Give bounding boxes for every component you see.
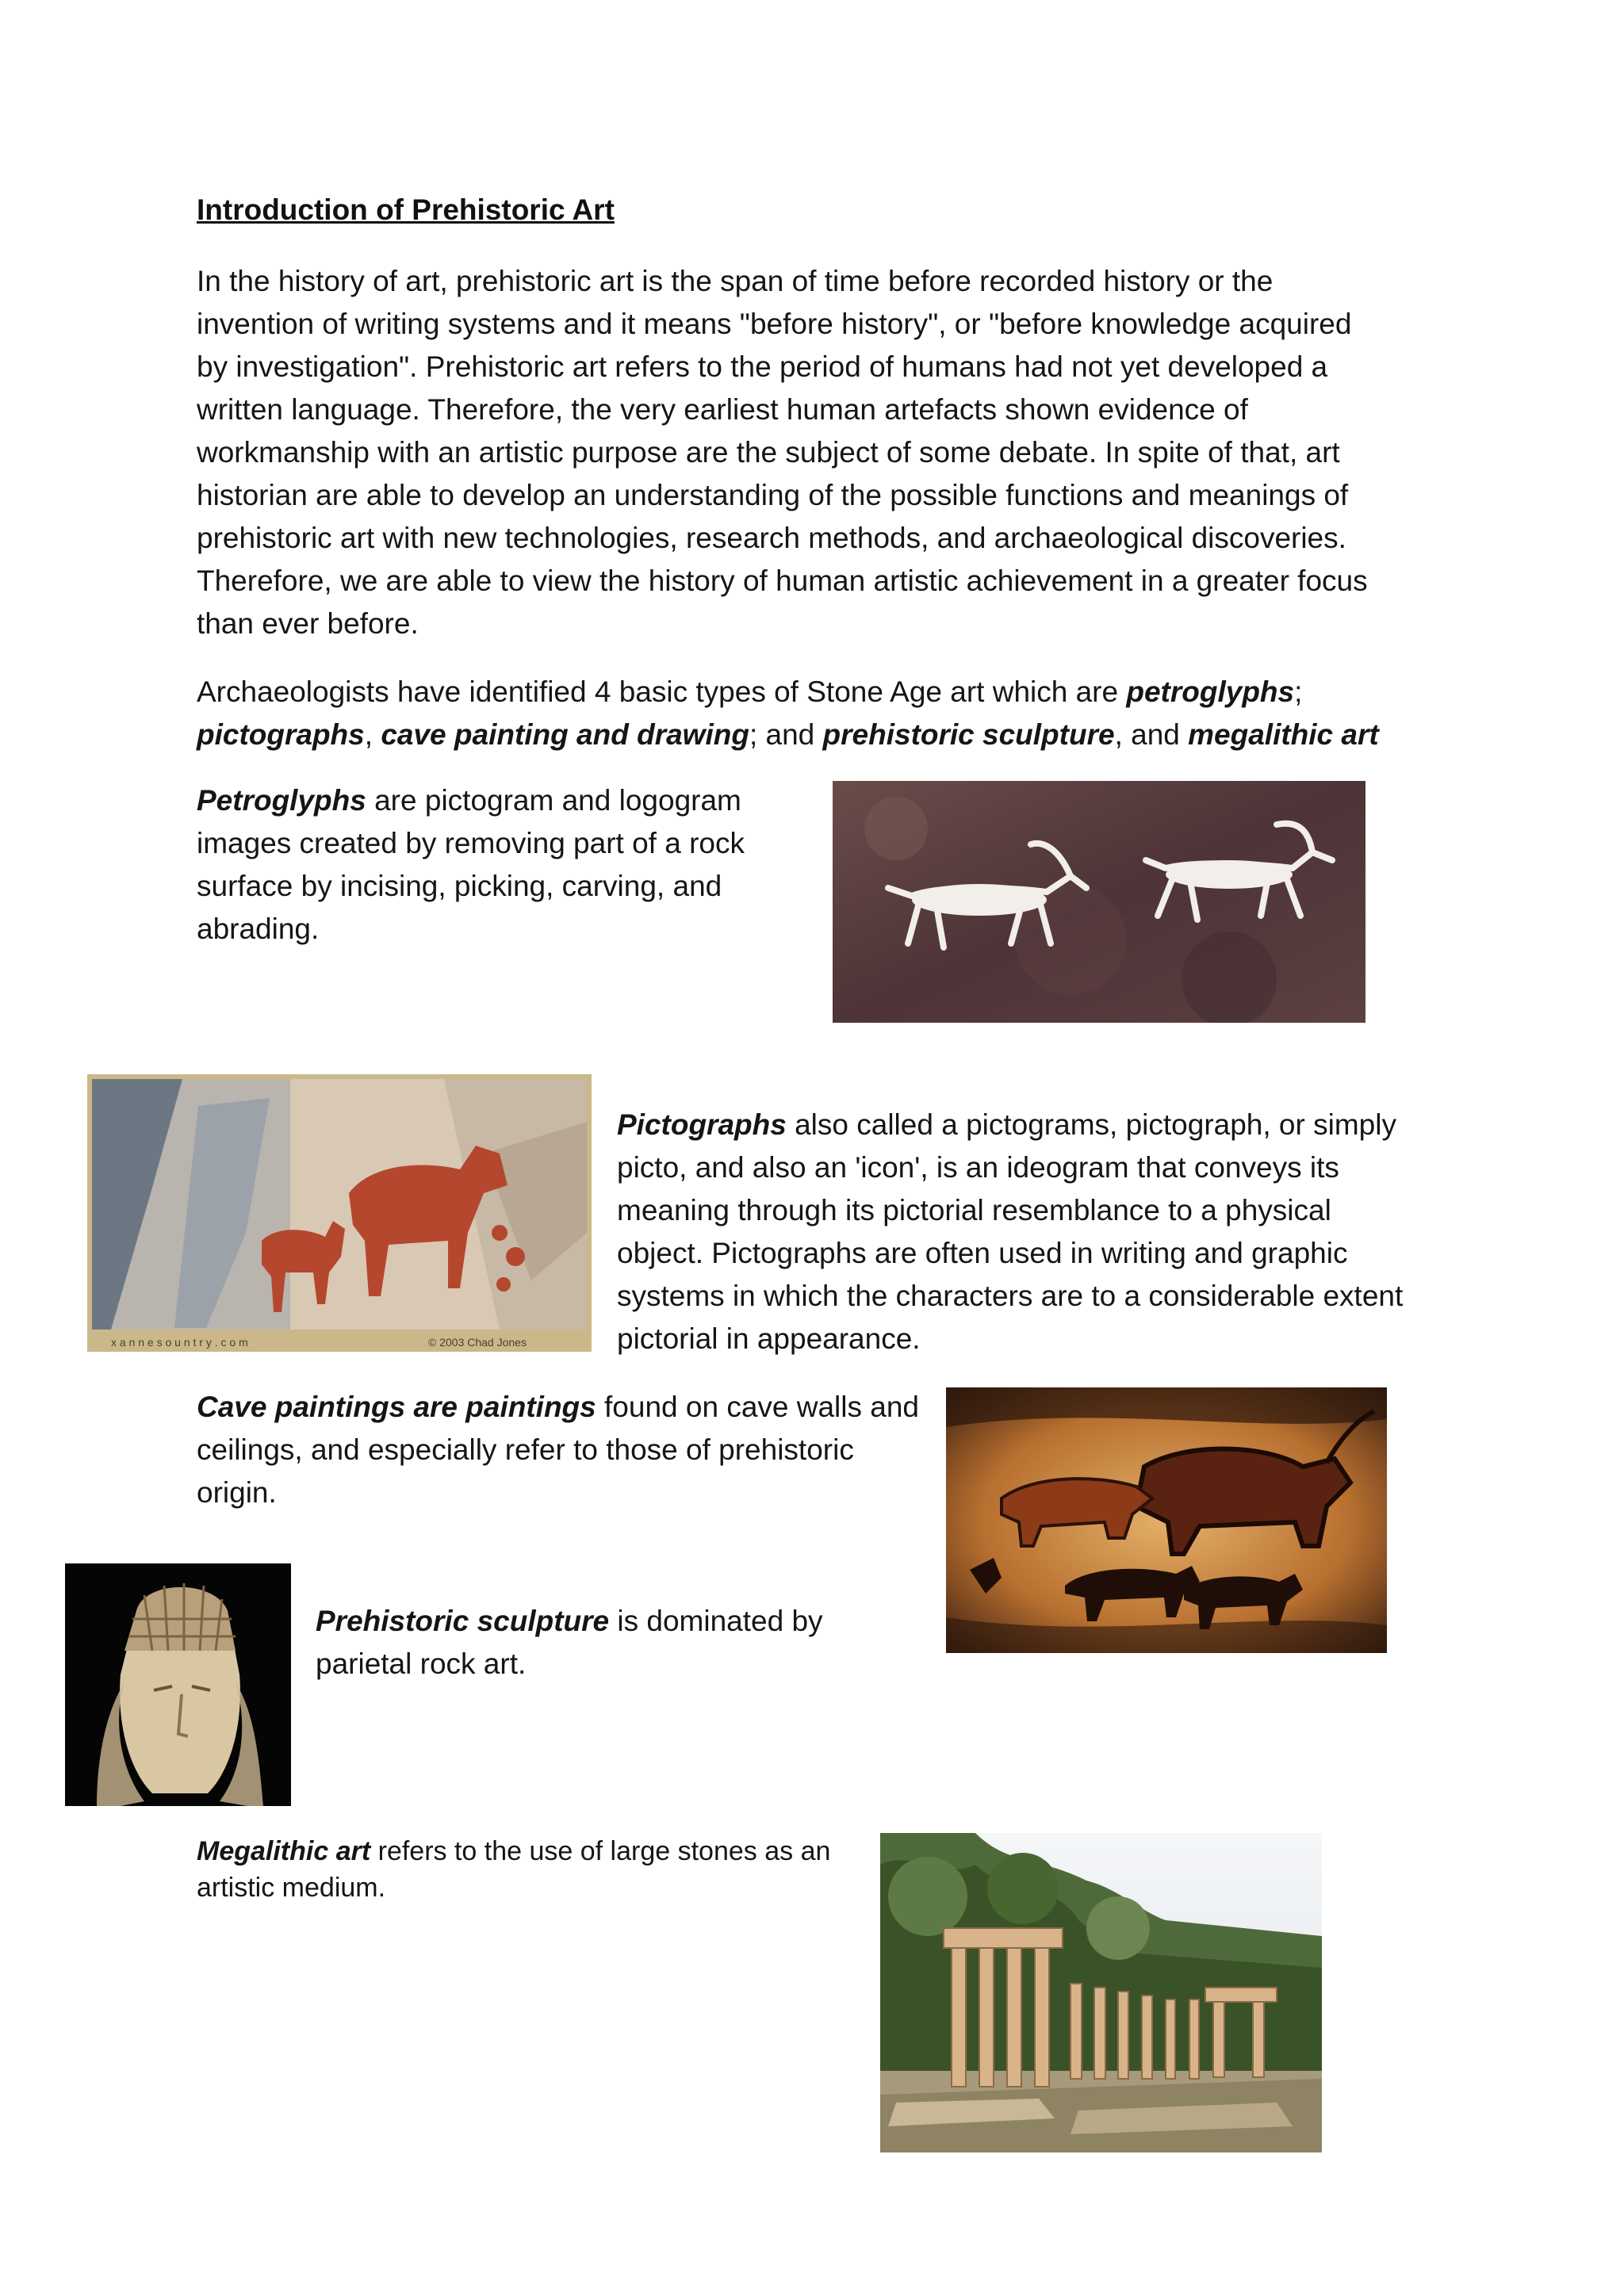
intro-line: prehistoric art with new technologies, research methods, and archaeological discoveries.: [197, 522, 1346, 554]
sculpture-image: [65, 1563, 291, 1806]
types-sep: , and: [1114, 718, 1189, 751]
pictographs-line: picto, and also an 'icon', is an ideogram that conveys its: [617, 1151, 1339, 1184]
sculpture-line: is dominated by: [609, 1605, 823, 1637]
term-sculpture: prehistoric sculpture: [822, 718, 1115, 751]
pictograph-caption-right: © 2003 Chad Jones: [428, 1336, 527, 1349]
megalithic-line: refers to the use of large stones as an: [370, 1836, 831, 1866]
cave-paintings-term: Cave paintings are paintings: [197, 1391, 596, 1423]
intro-line: invention of writing systems and it means "before history", or "before knowledge acquired: [197, 308, 1352, 340]
term-cave-painting: cave painting and drawing: [381, 718, 749, 751]
intro-line: by investigation". Prehistoric art refers to the period of humans had not yet developed a: [197, 350, 1328, 383]
term-megalithic: megalithic art: [1188, 718, 1379, 751]
term-pictographs: pictographs: [197, 718, 365, 751]
pictograph-caption-left: x a n n e s o u n t r y . c o m: [111, 1336, 248, 1349]
cave-paintings-paragraph: [197, 1386, 919, 1514]
temple-columns-icon: [880, 1833, 1322, 2152]
pictographs-line: pictorial in appearance.: [617, 1322, 921, 1355]
intro-line: than ever before.: [197, 607, 419, 640]
petroglyphs-term: Petroglyphs: [197, 784, 366, 817]
sculpture-line: parietal rock art.: [316, 1647, 527, 1680]
pictographs-line: systems in which the characters are to a considerable extent: [617, 1280, 1404, 1312]
pictographs-paragraph: [617, 1104, 1403, 1360]
venus-head-icon: [65, 1563, 291, 1806]
pictographs-line: object. Pictographs are often used in writing and graphic: [617, 1237, 1348, 1269]
sculpture-paragraph: [316, 1600, 823, 1686]
cave-paintings-line: ceilings, and especially refer to those of prehistoric: [197, 1433, 854, 1466]
intro-line: workmanship with an artistic purpose are the subject of some debate. In spite of that, art: [197, 436, 1340, 469]
pictograph-rock-art-icon: [87, 1074, 592, 1352]
intro-line: written language. Therefore, the very earliest human artefacts shown evidence of: [197, 393, 1248, 426]
petroglyphs-line: abrading.: [197, 913, 320, 945]
pictographs-term: Pictographs: [617, 1108, 787, 1141]
petroglyphs-line: surface by incising, picking, carving, and: [197, 870, 722, 902]
intro-line: In the history of art, prehistoric art is the span of time before recorded history or the: [197, 265, 1274, 297]
megalithic-line: artistic medium.: [197, 1873, 386, 1903]
lascaux-painting-icon: [946, 1387, 1387, 1653]
megalith-image: [880, 1833, 1322, 2152]
sculpture-term: Prehistoric sculpture: [316, 1605, 610, 1637]
intro-line: historian are able to develop an understanding of the possible functions and meanings of: [197, 479, 1349, 511]
types-sep: ; and: [749, 718, 823, 751]
pictograph-image: [87, 1074, 592, 1352]
intro-paragraph: [197, 260, 1368, 645]
petroglyph-goats-icon: [833, 781, 1365, 1023]
cave-paintings-line: origin.: [197, 1476, 277, 1509]
types-sep: ,: [364, 718, 381, 751]
petroglyphs-paragraph: [197, 779, 745, 951]
petroglyph-image: [833, 781, 1365, 1023]
pictographs-line: meaning through its pictorial resemblance to a physical: [617, 1194, 1331, 1226]
petroglyphs-line: images created by removing part of a rock: [197, 827, 745, 859]
types-sep: ;: [1294, 675, 1303, 708]
petroglyphs-line: are pictogram and logogram: [366, 784, 741, 817]
cave-paintings-line: found on cave walls and: [596, 1391, 920, 1423]
term-petroglyphs: petroglyphs: [1126, 675, 1295, 708]
types-lead: Archaeologists have identified 4 basic types of Stone Age art which are: [197, 675, 1127, 708]
pictographs-line: also called a pictograms, pictograph, or simply: [786, 1108, 1396, 1141]
types-paragraph: [197, 671, 1434, 756]
megalithic-term: Megalithic art: [197, 1836, 371, 1866]
megalithic-paragraph: [197, 1833, 830, 1906]
intro-line: Therefore, we are able to view the history of human artistic achievement in a greater focus: [197, 564, 1368, 597]
page-title: Introduction of Prehistoric Art: [197, 193, 615, 226]
cave-painting-image: [946, 1387, 1387, 1653]
